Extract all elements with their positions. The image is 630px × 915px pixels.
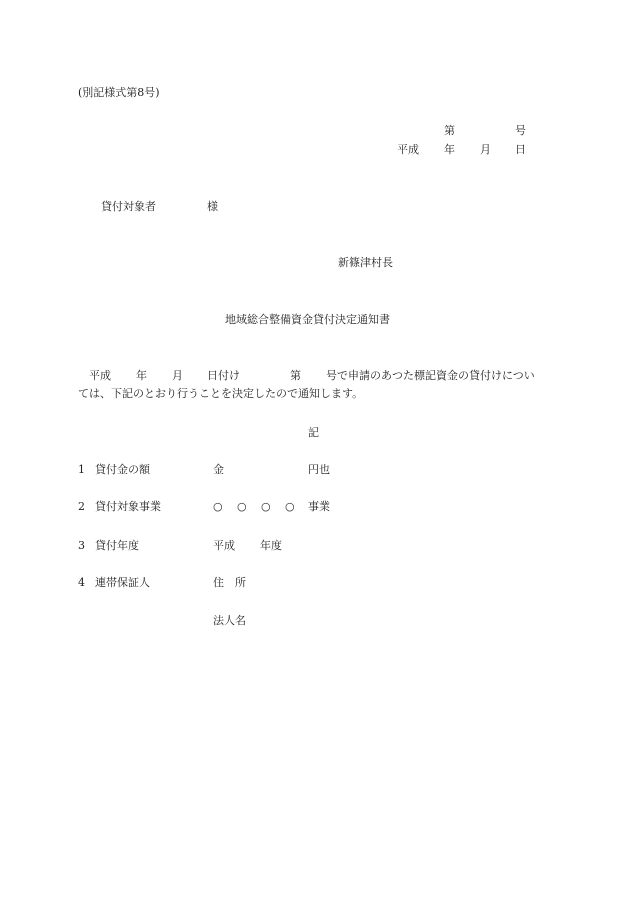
addressee-name: 貸付対象者 <box>101 200 156 213</box>
date-day: 日 <box>515 143 526 156</box>
circle-mark: ○ <box>237 500 247 513</box>
item-4-label: 連帯保証人 <box>95 576 150 589</box>
body-dated: 日付け <box>207 369 240 382</box>
item-4-number: 4 <box>78 576 85 589</box>
item-3-value-b: 年度 <box>260 539 282 552</box>
body-era: 平成 <box>89 369 111 382</box>
circle-mark: ○ <box>213 500 223 513</box>
date-month: 月 <box>480 143 491 156</box>
item-1-value-a: 金 <box>213 463 224 476</box>
date-era: 平成 <box>397 143 419 156</box>
ki-heading: 記 <box>308 426 319 439</box>
body-no-prefix: 第 <box>290 369 301 382</box>
item-4-corporate-name: 法人名 <box>213 614 246 627</box>
item-1-label: 貸付金の額 <box>95 463 150 476</box>
number-suffix: 号 <box>515 124 526 137</box>
addressee-honorific: 様 <box>207 200 218 213</box>
body-line-2: ては、下記のとおり行うことを決定したので通知します。 <box>78 387 364 400</box>
circle-mark: ○ <box>285 500 295 513</box>
item-2-value-b: 事業 <box>308 500 330 513</box>
item-4-address: 住 所 <box>213 576 246 589</box>
number-prefix: 第 <box>444 124 455 137</box>
form-label: (別記様式第8号) <box>78 86 160 99</box>
item-3-value-a: 平成 <box>213 539 235 552</box>
item-1-value-b: 円也 <box>308 463 330 476</box>
item-2-number: 2 <box>78 500 85 513</box>
item-2-label: 貸付対象事業 <box>95 500 161 513</box>
item-1-number: 1 <box>78 463 85 476</box>
date-year: 年 <box>444 143 455 156</box>
body-year: 年 <box>136 369 147 382</box>
item-3-number: 3 <box>78 539 85 552</box>
body-month: 月 <box>172 369 183 382</box>
issuer: 新篠津村長 <box>338 256 393 269</box>
document-title: 地域総合整備資金貸付決定通知書 <box>225 313 390 326</box>
item-3-label: 貸付年度 <box>95 539 139 552</box>
body-rest: 号で申請のあつた標記資金の貸付けについ <box>326 369 535 382</box>
item-2-circles <box>213 500 309 514</box>
circle-mark: ○ <box>261 500 271 513</box>
